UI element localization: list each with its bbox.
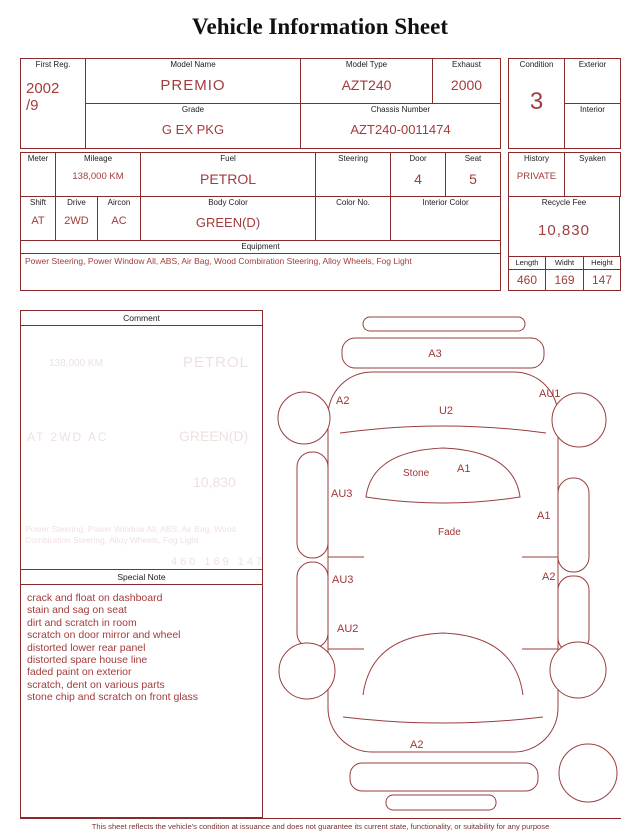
height-label: Height [584, 257, 621, 270]
equipment-label: Equipment [21, 241, 501, 254]
field-fuel [141, 153, 316, 197]
vehicle-detail-table [20, 152, 501, 291]
model-type-label: Model Type [345, 60, 388, 69]
diagram-label-right-panel: A2 [542, 571, 556, 583]
disclaimer-text: This sheet reflects the vehicle's condition at issuance and does not guarantee its current state, functionality, or suitability for any purpose [91, 822, 550, 831]
height-value: 147 [584, 270, 621, 291]
field-meter [21, 153, 56, 197]
special-note-line: distorted lower rear panel [27, 641, 146, 654]
car-body-outline [328, 372, 561, 752]
dimensions-table [508, 256, 621, 291]
bottom-rule [20, 818, 621, 819]
door-value: 4 [414, 171, 422, 187]
wheel-front-right [550, 642, 606, 698]
field-syaken [565, 153, 621, 197]
field-shift [21, 197, 56, 241]
field-interior-color [391, 197, 501, 241]
syaken-label: Syaken [579, 154, 606, 163]
recycle-fee-value: 10,830 [538, 222, 590, 239]
history-label: History [524, 154, 549, 163]
field-model-name [86, 59, 301, 104]
equipment-value: Power Steering, Power Window All, ABS, Air Bag, Wood Combiration Steering, Alloy Wheels, Fog Light [21, 254, 501, 291]
ghost-equipment: Power Steering, Power Window All, ABS, Air Bag, Wood Combiration Steering, Alloy Wheels, Fog Light [25, 524, 237, 545]
special-note-list [21, 585, 262, 711]
diagram-label-roof-a1: A1 [457, 463, 471, 475]
special-note-line: crack and float on dashboard [27, 592, 163, 604]
field-steering [316, 153, 391, 197]
model-type-value: AZT240 [341, 77, 392, 93]
model-name-value: PREMIO [160, 77, 226, 94]
length-label: Length [509, 257, 546, 270]
field-mileage [56, 153, 141, 197]
diagram-label-left-front-panel: AU2 [337, 623, 359, 635]
field-seat [446, 153, 501, 197]
vehicle-main-table [20, 58, 501, 149]
ghost-mileage: 138,000 KM [49, 358, 103, 369]
diagram-label-fade: Fade [438, 527, 461, 538]
recycle-fee-label: Recycle Fee [541, 198, 587, 207]
aircon-value: AC [111, 215, 127, 227]
seat-label: Seat [464, 154, 482, 163]
drive-value: 2WD [64, 215, 89, 227]
special-note-line: scratch, dent on various parts [27, 678, 165, 691]
door-label: Door [409, 154, 427, 163]
body-color-value: GREEN(D) [195, 215, 261, 230]
condition-value: 3 [529, 88, 544, 115]
interior-label: Interior [580, 105, 605, 114]
shift-label: Shift [29, 198, 46, 207]
exterior-label: Exterior [578, 60, 607, 69]
comment-area [21, 326, 266, 569]
fuel-label: Fuel [220, 154, 236, 163]
diagram-label-left-door-lower: AU3 [332, 574, 354, 586]
field-exterior [565, 59, 621, 104]
vehicle-damage-diagram [268, 305, 633, 820]
seat-value: 5 [469, 171, 477, 187]
diagram-label-rear-right-panel: AU1 [539, 388, 561, 400]
rear-bumper-bar [342, 338, 544, 368]
history-value: PRIVATE [516, 171, 557, 182]
field-door [391, 153, 446, 197]
rear-spoiler-bar [363, 317, 525, 331]
diagram-label-rear-bumper: A3 [428, 348, 442, 360]
field-aircon [98, 197, 141, 241]
widht-value: 169 [546, 270, 584, 291]
ghost-recycle-fee: 10,830 [193, 474, 236, 490]
wheel-front-left [279, 643, 335, 699]
meter-label: Meter [27, 154, 49, 163]
field-grade [86, 104, 301, 149]
field-body-color [141, 197, 316, 241]
interior-color-label: Interior Color [422, 198, 469, 207]
field-drive [56, 197, 98, 241]
exhaust-label: Exhaust [452, 60, 481, 69]
special-note-line: stone chip and scratch on front glass [27, 691, 199, 704]
side-panel-right-upper [558, 478, 589, 572]
ghost-dimensions: 460 169 147 [171, 556, 266, 568]
field-interior [565, 104, 621, 149]
diagram-label-front-bumper: A2 [410, 739, 424, 751]
grade-value: G EX PKG [161, 122, 225, 137]
special-note-header: Special Note [21, 569, 262, 585]
field-recycle-fee [509, 197, 620, 257]
ghost-fuel: PETROL [183, 354, 250, 371]
ghost-body-color: GREEN(D) [179, 428, 249, 444]
history-syaken-table [508, 152, 621, 197]
field-chassis-number [301, 104, 501, 149]
wheel-rear-left [278, 392, 330, 444]
body-color-label: Body Color [208, 198, 248, 207]
field-exhaust [433, 59, 501, 104]
field-history [509, 153, 565, 197]
diagram-label-left-door-upper: AU3 [331, 488, 353, 500]
first-reg-year: 2002 [26, 80, 60, 97]
field-first-reg [21, 59, 86, 149]
first-reg-month: /9 [26, 97, 39, 114]
field-color-no [316, 197, 391, 241]
page-title: Vehicle Information Sheet [192, 14, 448, 39]
grade-label: Grade [181, 105, 205, 114]
comment-header: Comment [21, 311, 262, 326]
diagram-label-stone: Stone [403, 468, 430, 479]
special-note-line: faded paint on exterior [27, 666, 132, 679]
spare-tire [559, 744, 617, 802]
special-note-line: distorted spare house line [27, 654, 148, 667]
recycle-fee-table [508, 196, 620, 257]
diagram-label-trunk: U2 [438, 405, 454, 417]
fuel-value: PETROL [200, 171, 257, 187]
special-note-line: dirt and scratch in room [27, 616, 137, 629]
widht-label: Widht [546, 257, 584, 270]
drive-label: Drive [67, 198, 86, 207]
mileage-value: 138,000 KM [72, 171, 124, 182]
mileage-label: Mileage [84, 154, 113, 163]
special-note-line: scratch on door mirror and wheel [27, 629, 181, 642]
length-value: 460 [509, 270, 546, 291]
side-panel-left-upper [297, 452, 328, 558]
field-condition [509, 59, 565, 149]
field-model-type [301, 59, 433, 104]
chassis-number-label: Chassis Number [370, 105, 431, 114]
chassis-number-value: AZT240-0011474 [350, 122, 451, 137]
exhaust-value: 2000 [450, 77, 483, 93]
special-note-line: stain and sag on seat [27, 604, 127, 617]
right-info-stack [508, 152, 620, 291]
condition-table [508, 58, 621, 149]
diagram-label-right-door: A1 [537, 510, 551, 522]
condition-label: Condition [519, 60, 554, 69]
color-no-label: Color No. [336, 198, 370, 207]
steering-label: Steering [338, 154, 368, 163]
shift-value: AT [31, 215, 45, 227]
diagram-label-rear-left-panel: A2 [336, 395, 350, 407]
wheel-rear-right [552, 393, 606, 447]
aircon-label: Aircon [107, 198, 131, 207]
front-lower-bar [386, 795, 496, 810]
model-name-label: Model Name [170, 60, 216, 69]
front-bumper-bar [350, 763, 538, 791]
side-panel-left-lower [297, 562, 328, 648]
ghost-shift-drive-aircon: AT 2WD AC [27, 430, 109, 444]
comment-box [20, 310, 266, 818]
side-panel-right-lower [558, 576, 589, 652]
first-reg-label: First Reg. [35, 60, 71, 69]
